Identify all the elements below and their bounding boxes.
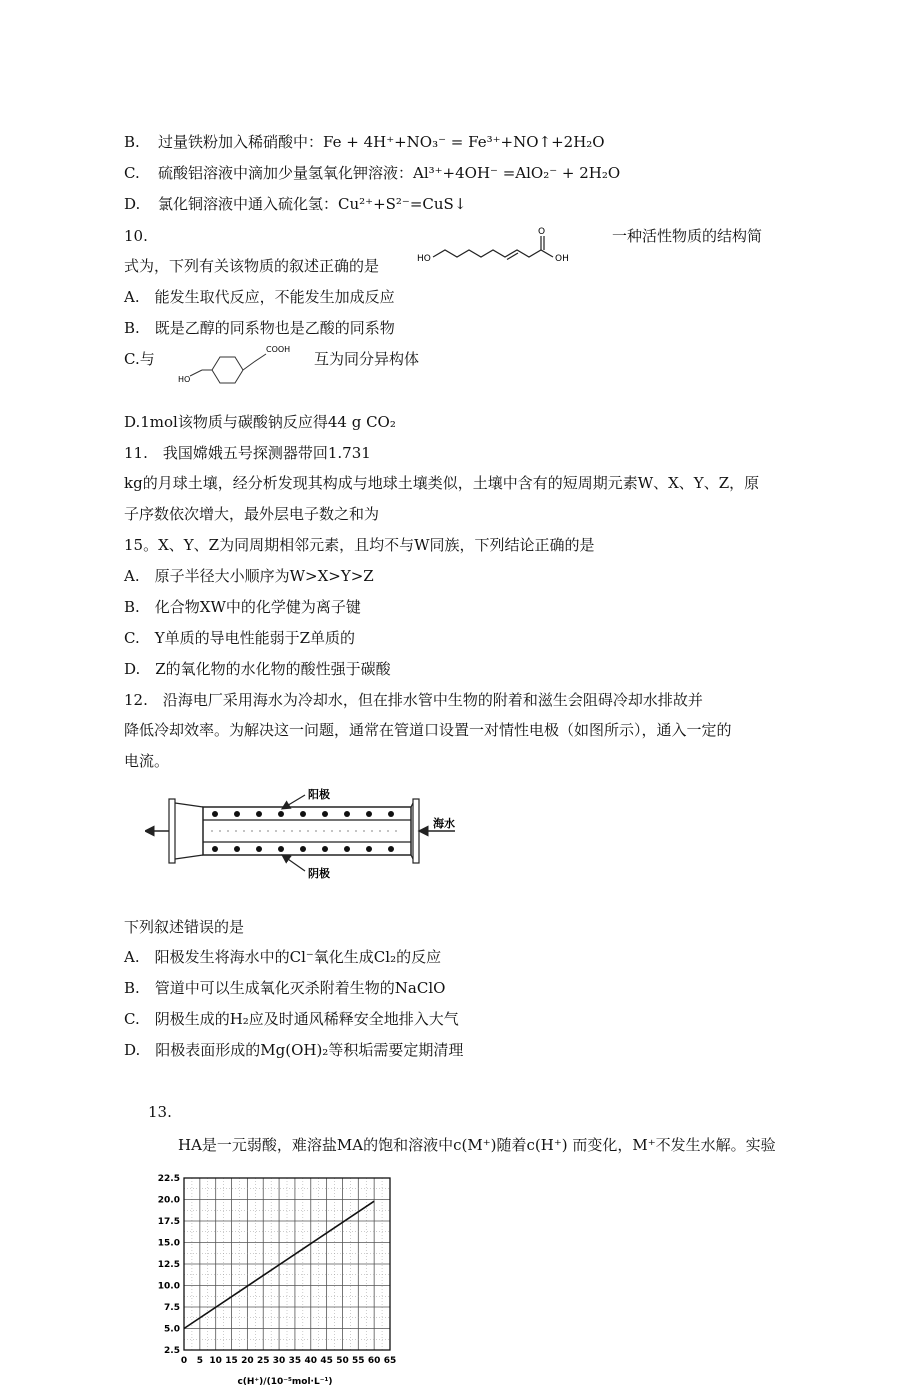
q10-option-c-suffix: 互为同分异构体 [314,350,420,368]
y-tick-label: 20.0 [157,1195,180,1206]
q10-isomer-structure [172,340,302,388]
cathode-label: 阴极 [308,867,330,880]
seawater-label: 海水 [433,817,455,830]
x-tick-label: 35 [288,1356,302,1366]
x-tick-label: 45 [320,1356,333,1366]
struct-oh-label: OH [555,254,569,264]
q12-option-a: A. 阳极发生将海水中的Cl⁻氧化生成Cl₂的反应 [124,948,442,966]
q9-option-b: B. 过量铁粉加入稀硝酸中：Fe + 4H⁺+NO₃⁻ = Fe³⁺+NO↑+2H₂O [124,133,605,151]
double-bond [507,253,518,260]
x-tick-label: 25 [256,1356,270,1366]
cyclohexane-ring [212,357,243,383]
q11-option-c: C. Y单质的导电性能弱于Z单质的 [124,629,356,647]
q9-option-d: D. 氯化铜溶液中通入硫化氢：Cu²⁺+S²⁻=CuS↓ [124,195,467,213]
q10-stem-line2: 式为，下列有关该物质的叙述正确的是 [124,257,380,275]
y-tick-label: 12.5 [157,1260,180,1270]
chart-x-axis-label: c(H⁺)/(10⁻⁵mol·L⁻¹) [237,1377,333,1387]
x-tick-label: 50 [336,1356,349,1366]
q10-option-a: A. 能发生取代反应，不能发生加成反应 [124,288,395,306]
q12-ask: 下列叙述错误的是 [124,918,245,936]
q11-option-b: B. 化合物XW中的化学健为离子键 [124,598,361,616]
q11-option-a: A. 原子半径大小顺序为W>X>Y>Z [124,567,374,585]
x-tick-label: 40 [304,1356,318,1366]
x-tick-label: 55 [352,1356,365,1366]
x-tick-label: 5 [196,1356,203,1366]
carbon-chain [433,250,553,257]
q13-chart [150,1170,410,1388]
q10-option-b: B. 既是乙醇的同系物也是乙酸的同系物 [124,319,395,337]
q11-line3: 子序数依次增大，最外层电子数之和为 [124,505,380,523]
q12-option-b: B. 管道中可以生成氧化灭杀附着生物的NaClO [124,979,446,997]
isomer-ho-label: HO [178,375,191,384]
q11-line4: 15。X、Y、Z为同周期相邻元素，且均不与W同族，下列结论正确的是 [124,536,595,554]
electrolysis-pipe-diagram [145,783,465,883]
q10-option-d: D.1mol该物质与碳酸钠反应得44 g CO₂ [124,413,396,431]
electrode-dots [212,811,394,852]
q12-line2: 降低冷却效率。为解决这一问题，通常在管道口设置一对情性电极（如图所示），通入一定的 [124,721,732,739]
y-tick-label: 17.5 [157,1217,180,1227]
chart-y-ticks [158,1174,180,1356]
q9-option-c: C. 硫酸铝溶液中滴加少量氢氧化钾溶液：Al³⁺+4OH⁻ =AlO₂⁻ + 2H₂O [124,164,621,182]
y-tick-label: 15.0 [157,1238,180,1249]
y-tick-label: 22.5 [157,1174,180,1184]
y-tick-label: 2.5 [164,1346,180,1356]
y-tick-label: 5.0 [164,1324,180,1335]
q10-stem-right: 一种活性物质的结构简 [612,227,763,245]
q10-number: 10. [124,227,148,245]
q12-option-d: D. 阳极表面形成的Mg(OH)₂等积垢需要定期清理 [124,1041,464,1059]
x-tick-label: 10 [209,1356,222,1366]
q11-option-d: D. Z的氧化物的水化物的酸性强于碳酸 [124,660,391,678]
anode-label: 阳极 [308,788,330,801]
x-tick-label: 65 [383,1356,397,1366]
q10-structure-diagram [415,222,575,274]
q12-line3: 电流。 [124,752,170,770]
right-flange [413,799,419,863]
q13-stem: HA是一元弱酸，难溶盐MA的饱和溶液中c(M⁺)随着c(H⁺) 而变化，M⁺不发生水解。实验 [178,1136,776,1154]
q12-line1: 12. 沿海电厂采用海水为冷却水，但在排水管中生物的附着和滋生会阻碍冷却水排故并 [124,691,703,709]
x-tick-label: 30 [272,1356,286,1366]
y-tick-label: 7.5 [164,1303,180,1313]
x-tick-label: 60 [367,1356,381,1366]
q11-line2: kg的月球土壤，经分析发现其构成与地球土壤类似，土壤中含有的短周期元素W、X、Y、Z，原 [124,474,760,492]
struct-ho-label: HO [417,254,431,264]
x-tick-label: 0 [180,1356,188,1366]
q13-number: 13. [148,1103,172,1121]
q11-line1: 11. 我国嫦娥五号探测器带回1.731 [124,444,371,462]
chart-grid [184,1178,390,1350]
isomer-cooh-label: COOH [266,345,291,354]
x-tick-label: 20 [241,1356,254,1366]
q12-option-c: C. 阴极生成的H₂应及时通风稀释安全地排入大气 [124,1010,459,1028]
left-flange [169,799,175,863]
q10-option-c-prefix: C.与 [124,350,155,368]
y-tick-label: 10.0 [157,1281,180,1292]
chart-x-ticks [181,1356,396,1366]
struct-o-label: O [538,227,546,237]
x-tick-label: 15 [225,1356,238,1366]
